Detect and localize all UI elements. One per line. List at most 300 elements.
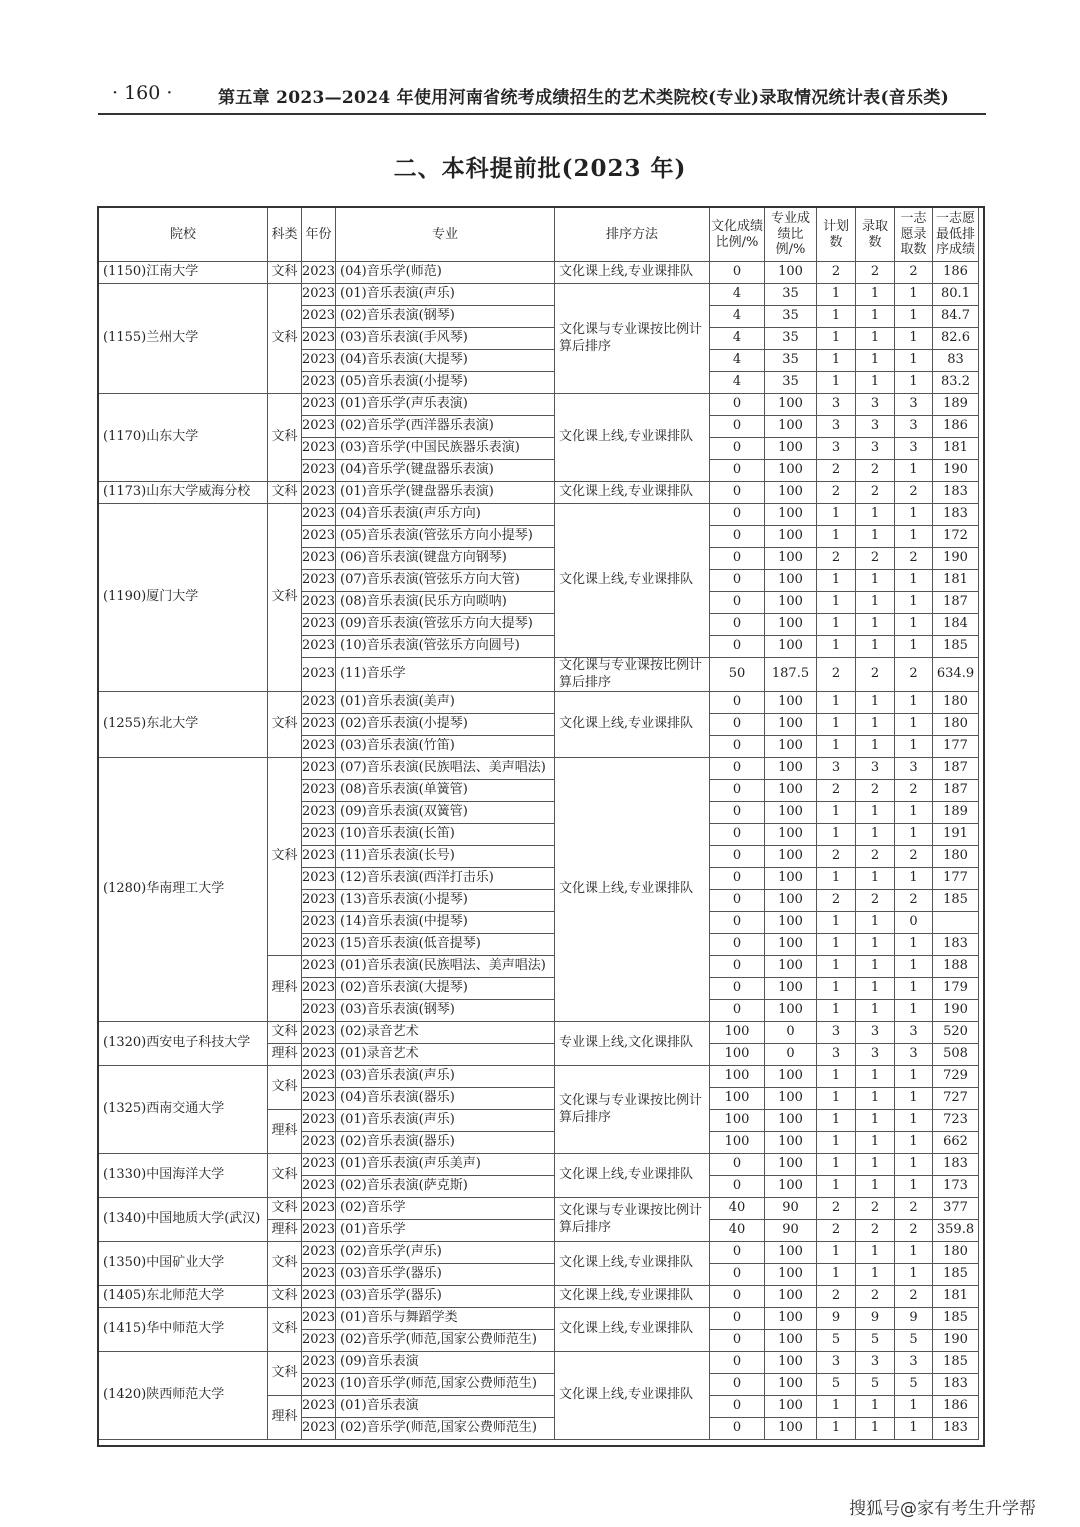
major: (07)音乐表演(管弦乐方向大管)	[336, 570, 555, 592]
school-name: (1405)东北师范大学	[99, 1286, 268, 1308]
major-ratio: 100	[765, 824, 817, 846]
first-choice-count: 1	[895, 372, 933, 394]
major: (01)录音艺术	[336, 1044, 555, 1066]
year: 2023	[302, 614, 336, 636]
column-header: 排序方法	[555, 208, 710, 262]
year: 2023	[302, 956, 336, 978]
first-choice-count: 1	[895, 614, 933, 636]
major: (01)音乐与舞蹈学类	[336, 1308, 555, 1330]
major: (02)音乐表演(大提琴)	[336, 978, 555, 1000]
first-choice-count: 1	[895, 1242, 933, 1264]
subject-category: 理科	[268, 1396, 302, 1440]
admitted-count: 1	[856, 714, 895, 736]
first-choice-count: 2	[895, 1220, 933, 1242]
major-ratio: 100	[765, 394, 817, 416]
plan-count: 1	[817, 1000, 856, 1022]
major: (11)音乐学	[336, 658, 555, 692]
sort-method: 文化课上线,专业课排队	[555, 1308, 710, 1352]
plan-count: 1	[817, 1264, 856, 1286]
major: (01)音乐表演	[336, 1396, 555, 1418]
min-score: 729	[933, 1066, 979, 1088]
major-ratio: 35	[765, 306, 817, 328]
plan-count: 3	[817, 416, 856, 438]
first-choice-count: 1	[895, 1000, 933, 1022]
plan-count: 1	[817, 802, 856, 824]
school-name: (1320)西安电子科技大学	[99, 1022, 268, 1066]
major-ratio: 100	[765, 1286, 817, 1308]
min-score: 190	[933, 1330, 979, 1352]
plan-count: 2	[817, 482, 856, 504]
first-choice-count: 9	[895, 1308, 933, 1330]
page-header	[100, 80, 985, 112]
major-ratio: 100	[765, 1132, 817, 1154]
year: 2023	[302, 1286, 336, 1308]
major-ratio: 0	[765, 1044, 817, 1066]
min-score: 185	[933, 1264, 979, 1286]
culture-ratio: 50	[710, 658, 765, 692]
major: (01)音乐表演(民族唱法、美声唱法)	[336, 956, 555, 978]
year: 2023	[302, 504, 336, 526]
admitted-count: 1	[856, 1418, 895, 1440]
admitted-count: 1	[856, 1264, 895, 1286]
first-choice-count: 3	[895, 394, 933, 416]
year: 2023	[302, 460, 336, 482]
major: (02)音乐学(师范,国家公费师范生)	[336, 1418, 555, 1440]
first-choice-count: 1	[895, 526, 933, 548]
culture-ratio: 0	[710, 802, 765, 824]
first-choice-count: 1	[895, 1088, 933, 1110]
plan-count: 1	[817, 1418, 856, 1440]
sort-method: 文化课与专业课按比例计算后排序	[555, 658, 710, 692]
major-ratio: 100	[765, 978, 817, 1000]
culture-ratio: 0	[710, 1396, 765, 1418]
plan-count: 1	[817, 1088, 856, 1110]
major-ratio: 100	[765, 1000, 817, 1022]
subject-category: 文科	[268, 394, 302, 482]
min-score: 377	[933, 1198, 979, 1220]
first-choice-count: 3	[895, 1044, 933, 1066]
culture-ratio: 0	[710, 912, 765, 934]
plan-count: 2	[817, 548, 856, 570]
year: 2023	[302, 372, 336, 394]
min-score: 185	[933, 636, 979, 658]
sort-method: 文化课上线,专业课排队	[555, 1286, 710, 1308]
major: (11)音乐表演(长号)	[336, 846, 555, 868]
major-ratio: 100	[765, 1396, 817, 1418]
min-score: 181	[933, 570, 979, 592]
min-score: 359.8	[933, 1220, 979, 1242]
major-ratio: 100	[765, 692, 817, 714]
major: (13)音乐表演(小提琴)	[336, 890, 555, 912]
first-choice-count: 1	[895, 1110, 933, 1132]
major: (09)音乐表演	[336, 1352, 555, 1374]
major-ratio: 100	[765, 636, 817, 658]
column-header: 计划数	[817, 208, 856, 262]
school-name: (1150)江南大学	[99, 262, 268, 284]
min-score: 180	[933, 714, 979, 736]
major-ratio: 100	[765, 890, 817, 912]
sort-method: 文化课与专业课按比例计算后排序	[555, 1198, 710, 1242]
min-score: 727	[933, 1088, 979, 1110]
culture-ratio: 0	[710, 846, 765, 868]
sort-method: 文化课与专业课按比例计算后排序	[555, 1066, 710, 1154]
admission-table	[97, 206, 985, 1447]
subject-category: 文科	[268, 1154, 302, 1198]
culture-ratio: 0	[710, 1418, 765, 1440]
year: 2023	[302, 482, 336, 504]
subject-category: 文科	[268, 284, 302, 394]
year: 2023	[302, 658, 336, 692]
year: 2023	[302, 526, 336, 548]
admitted-count: 9	[856, 1308, 895, 1330]
year: 2023	[302, 1352, 336, 1374]
culture-ratio: 0	[710, 592, 765, 614]
admitted-count: 2	[856, 1220, 895, 1242]
subject-category: 文科	[268, 482, 302, 504]
column-header: 一志愿录取数	[895, 208, 933, 262]
admitted-count: 3	[856, 758, 895, 780]
admitted-count: 1	[856, 824, 895, 846]
plan-count: 1	[817, 614, 856, 636]
first-choice-count: 1	[895, 1176, 933, 1198]
sort-method: 文化课上线,专业课排队	[555, 482, 710, 504]
first-choice-count: 1	[895, 1066, 933, 1088]
culture-ratio: 100	[710, 1066, 765, 1088]
admitted-count: 1	[856, 1176, 895, 1198]
admitted-count: 1	[856, 1088, 895, 1110]
admitted-count: 3	[856, 1044, 895, 1066]
culture-ratio: 0	[710, 780, 765, 802]
plan-count: 2	[817, 1198, 856, 1220]
plan-count: 2	[817, 890, 856, 912]
admitted-count: 1	[856, 1066, 895, 1088]
admitted-count: 2	[856, 846, 895, 868]
first-choice-count: 2	[895, 548, 933, 570]
major-ratio: 100	[765, 1352, 817, 1374]
year: 2023	[302, 1176, 336, 1198]
admitted-count: 1	[856, 284, 895, 306]
plan-count: 1	[817, 956, 856, 978]
subject-category: 文科	[268, 758, 302, 956]
major-ratio: 35	[765, 372, 817, 394]
plan-count: 1	[817, 1242, 856, 1264]
min-score: 183	[933, 504, 979, 526]
plan-count: 3	[817, 1044, 856, 1066]
major: (02)音乐表演(钢琴)	[336, 306, 555, 328]
major-ratio: 100	[765, 758, 817, 780]
year: 2023	[302, 592, 336, 614]
major-ratio: 35	[765, 350, 817, 372]
year: 2023	[302, 758, 336, 780]
major-ratio: 100	[765, 714, 817, 736]
min-score: 188	[933, 956, 979, 978]
plan-count: 1	[817, 350, 856, 372]
major: (04)音乐学(键盘器乐表演)	[336, 460, 555, 482]
major: (08)音乐表演(单簧管)	[336, 780, 555, 802]
min-score: 189	[933, 802, 979, 824]
major-ratio: 100	[765, 482, 817, 504]
major: (02)音乐表演(小提琴)	[336, 714, 555, 736]
first-choice-count: 1	[895, 284, 933, 306]
major: (01)音乐表演(声乐)	[336, 1110, 555, 1132]
first-choice-count: 1	[895, 1132, 933, 1154]
year: 2023	[302, 636, 336, 658]
admitted-count: 1	[856, 570, 895, 592]
sort-method: 文化课上线,专业课排队	[555, 1242, 710, 1286]
year: 2023	[302, 912, 336, 934]
culture-ratio: 0	[710, 460, 765, 482]
culture-ratio: 0	[710, 438, 765, 460]
column-header: 专业	[336, 208, 555, 262]
culture-ratio: 0	[710, 934, 765, 956]
plan-count: 1	[817, 636, 856, 658]
first-choice-count: 3	[895, 1352, 933, 1374]
min-score: 84.7	[933, 306, 979, 328]
school-name: (1155)兰州大学	[99, 284, 268, 394]
admitted-count: 1	[856, 1154, 895, 1176]
admitted-count: 3	[856, 1352, 895, 1374]
major: (06)音乐表演(键盘方向钢琴)	[336, 548, 555, 570]
major-ratio: 100	[765, 460, 817, 482]
plan-count: 1	[817, 692, 856, 714]
culture-ratio: 40	[710, 1198, 765, 1220]
major-ratio: 100	[765, 736, 817, 758]
major: (03)音乐学(器乐)	[336, 1264, 555, 1286]
culture-ratio: 100	[710, 1022, 765, 1044]
year: 2023	[302, 438, 336, 460]
culture-ratio: 0	[710, 526, 765, 548]
min-score: 190	[933, 548, 979, 570]
major-ratio: 100	[765, 956, 817, 978]
major-ratio: 100	[765, 592, 817, 614]
min-score: 183	[933, 934, 979, 956]
admitted-count: 1	[856, 372, 895, 394]
culture-ratio: 100	[710, 1044, 765, 1066]
min-score: 185	[933, 1352, 979, 1374]
admitted-count: 1	[856, 306, 895, 328]
school-name: (1173)山东大学威海分校	[99, 482, 268, 504]
major: (14)音乐表演(中提琴)	[336, 912, 555, 934]
plan-count: 1	[817, 570, 856, 592]
year: 2023	[302, 978, 336, 1000]
min-score: 634.9	[933, 658, 979, 692]
major: (04)音乐学(师范)	[336, 262, 555, 284]
min-score: 80.1	[933, 284, 979, 306]
major: (02)音乐表演(器乐)	[336, 1132, 555, 1154]
min-score: 189	[933, 394, 979, 416]
first-choice-count: 1	[895, 736, 933, 758]
first-choice-count: 1	[895, 504, 933, 526]
subject-category: 理科	[268, 1220, 302, 1242]
major: (05)音乐表演(小提琴)	[336, 372, 555, 394]
culture-ratio: 0	[710, 482, 765, 504]
min-score: 520	[933, 1022, 979, 1044]
admitted-count: 2	[856, 482, 895, 504]
admitted-count: 1	[856, 1396, 895, 1418]
year: 2023	[302, 1242, 336, 1264]
major: (04)音乐表演(大提琴)	[336, 350, 555, 372]
min-score: 190	[933, 1000, 979, 1022]
culture-ratio: 0	[710, 1264, 765, 1286]
admitted-count: 1	[856, 526, 895, 548]
running-title: 第五章 2023—2024 年使用河南省统考成绩招生的艺术类院校(专业)录取情况统计表(音乐类)	[218, 88, 950, 108]
admitted-count: 2	[856, 658, 895, 692]
plan-count: 5	[817, 1374, 856, 1396]
major-ratio: 100	[765, 802, 817, 824]
source-watermark: 搜狐号@家有考生升学帮	[849, 1499, 1036, 1519]
year: 2023	[302, 780, 336, 802]
min-score: 662	[933, 1132, 979, 1154]
admitted-count: 5	[856, 1374, 895, 1396]
culture-ratio: 0	[710, 824, 765, 846]
culture-ratio: 0	[710, 1176, 765, 1198]
year: 2023	[302, 1396, 336, 1418]
major: (03)音乐表演(竹笛)	[336, 736, 555, 758]
major: (01)音乐学	[336, 1220, 555, 1242]
major: (01)音乐表演(声乐)	[336, 284, 555, 306]
year: 2023	[302, 1264, 336, 1286]
first-choice-count: 1	[895, 1154, 933, 1176]
major-ratio: 90	[765, 1220, 817, 1242]
plan-count: 1	[817, 934, 856, 956]
year: 2023	[302, 416, 336, 438]
admitted-count: 1	[856, 328, 895, 350]
major: (02)音乐学(西洋器乐表演)	[336, 416, 555, 438]
admitted-count: 2	[856, 262, 895, 284]
culture-ratio: 0	[710, 614, 765, 636]
school-name: (1255)东北大学	[99, 692, 268, 758]
first-choice-count: 2	[895, 658, 933, 692]
min-score: 190	[933, 460, 979, 482]
plan-count: 1	[817, 306, 856, 328]
year: 2023	[302, 1110, 336, 1132]
culture-ratio: 0	[710, 890, 765, 912]
admitted-count: 3	[856, 1022, 895, 1044]
culture-ratio: 4	[710, 350, 765, 372]
first-choice-count: 1	[895, 350, 933, 372]
culture-ratio: 0	[710, 548, 765, 570]
culture-ratio: 0	[710, 262, 765, 284]
year: 2023	[302, 1330, 336, 1352]
year: 2023	[302, 328, 336, 350]
first-choice-count: 1	[895, 1396, 933, 1418]
school-name: (1415)华中师范大学	[99, 1308, 268, 1352]
major: (02)音乐表演(萨克斯)	[336, 1176, 555, 1198]
plan-count: 2	[817, 1220, 856, 1242]
admitted-count: 1	[856, 592, 895, 614]
min-score: 180	[933, 846, 979, 868]
major: (09)音乐表演(双簧管)	[336, 802, 555, 824]
admitted-count: 2	[856, 1198, 895, 1220]
year: 2023	[302, 1308, 336, 1330]
min-score: 173	[933, 1176, 979, 1198]
subject-category: 文科	[268, 1308, 302, 1352]
year: 2023	[302, 692, 336, 714]
plan-count: 2	[817, 1286, 856, 1308]
year: 2023	[302, 262, 336, 284]
admitted-count: 1	[856, 1242, 895, 1264]
first-choice-count: 1	[895, 978, 933, 1000]
plan-count: 1	[817, 1154, 856, 1176]
plan-count: 1	[817, 372, 856, 394]
plan-count: 1	[817, 504, 856, 526]
major: (01)音乐表演(声乐美声)	[336, 1154, 555, 1176]
culture-ratio: 100	[710, 1088, 765, 1110]
min-score: 177	[933, 868, 979, 890]
min-score: 508	[933, 1044, 979, 1066]
major-ratio: 187.5	[765, 658, 817, 692]
plan-count: 1	[817, 526, 856, 548]
first-choice-count: 2	[895, 1286, 933, 1308]
first-choice-count: 1	[895, 1264, 933, 1286]
major: (03)音乐表演(钢琴)	[336, 1000, 555, 1022]
culture-ratio: 0	[710, 1374, 765, 1396]
year: 2023	[302, 1132, 336, 1154]
plan-count: 1	[817, 824, 856, 846]
first-choice-count: 1	[895, 636, 933, 658]
major: (02)音乐学(声乐)	[336, 1242, 555, 1264]
major-ratio: 35	[765, 328, 817, 350]
subject-category: 文科	[268, 262, 302, 284]
major-ratio: 100	[765, 934, 817, 956]
admitted-count: 1	[856, 802, 895, 824]
year: 2023	[302, 570, 336, 592]
first-choice-count: 3	[895, 438, 933, 460]
major-ratio: 100	[765, 1374, 817, 1396]
min-score: 82.6	[933, 328, 979, 350]
major: (04)音乐表演(声乐方向)	[336, 504, 555, 526]
first-choice-count: 2	[895, 1198, 933, 1220]
school-name: (1325)西南交通大学	[99, 1066, 268, 1154]
school-name: (1420)陕西师范大学	[99, 1352, 268, 1440]
column-header: 科类	[268, 208, 302, 262]
year: 2023	[302, 1198, 336, 1220]
culture-ratio: 4	[710, 306, 765, 328]
sort-method: 文化课与专业课按比例计算后排序	[555, 284, 710, 394]
culture-ratio: 0	[710, 416, 765, 438]
min-score	[933, 912, 979, 934]
min-score: 177	[933, 736, 979, 758]
school-name: (1340)中国地质大学(武汉)	[99, 1198, 268, 1242]
major: (05)音乐表演(管弦乐方向小提琴)	[336, 526, 555, 548]
column-header: 专业成绩比例/%	[765, 208, 817, 262]
admitted-count: 1	[856, 614, 895, 636]
min-score: 181	[933, 1286, 979, 1308]
major-ratio: 100	[765, 1110, 817, 1132]
first-choice-count: 2	[895, 890, 933, 912]
sort-method: 文化课上线,专业课排队	[555, 1352, 710, 1440]
plan-count: 2	[817, 780, 856, 802]
major-ratio: 100	[765, 1176, 817, 1198]
culture-ratio: 0	[710, 394, 765, 416]
plan-count: 2	[817, 658, 856, 692]
first-choice-count: 3	[895, 416, 933, 438]
plan-count: 2	[817, 460, 856, 482]
min-score: 191	[933, 824, 979, 846]
admitted-count: 1	[856, 956, 895, 978]
min-score: 180	[933, 692, 979, 714]
culture-ratio: 0	[710, 636, 765, 658]
first-choice-count: 1	[895, 868, 933, 890]
min-score: 183	[933, 482, 979, 504]
culture-ratio: 4	[710, 328, 765, 350]
major: (12)音乐表演(西洋打击乐)	[336, 868, 555, 890]
major: (02)音乐学	[336, 1198, 555, 1220]
plan-count: 1	[817, 1176, 856, 1198]
column-header: 一志愿最低排序成绩	[933, 208, 979, 262]
major: (03)音乐学(器乐)	[336, 1286, 555, 1308]
sort-method: 文化课上线,专业课排队	[555, 262, 710, 284]
